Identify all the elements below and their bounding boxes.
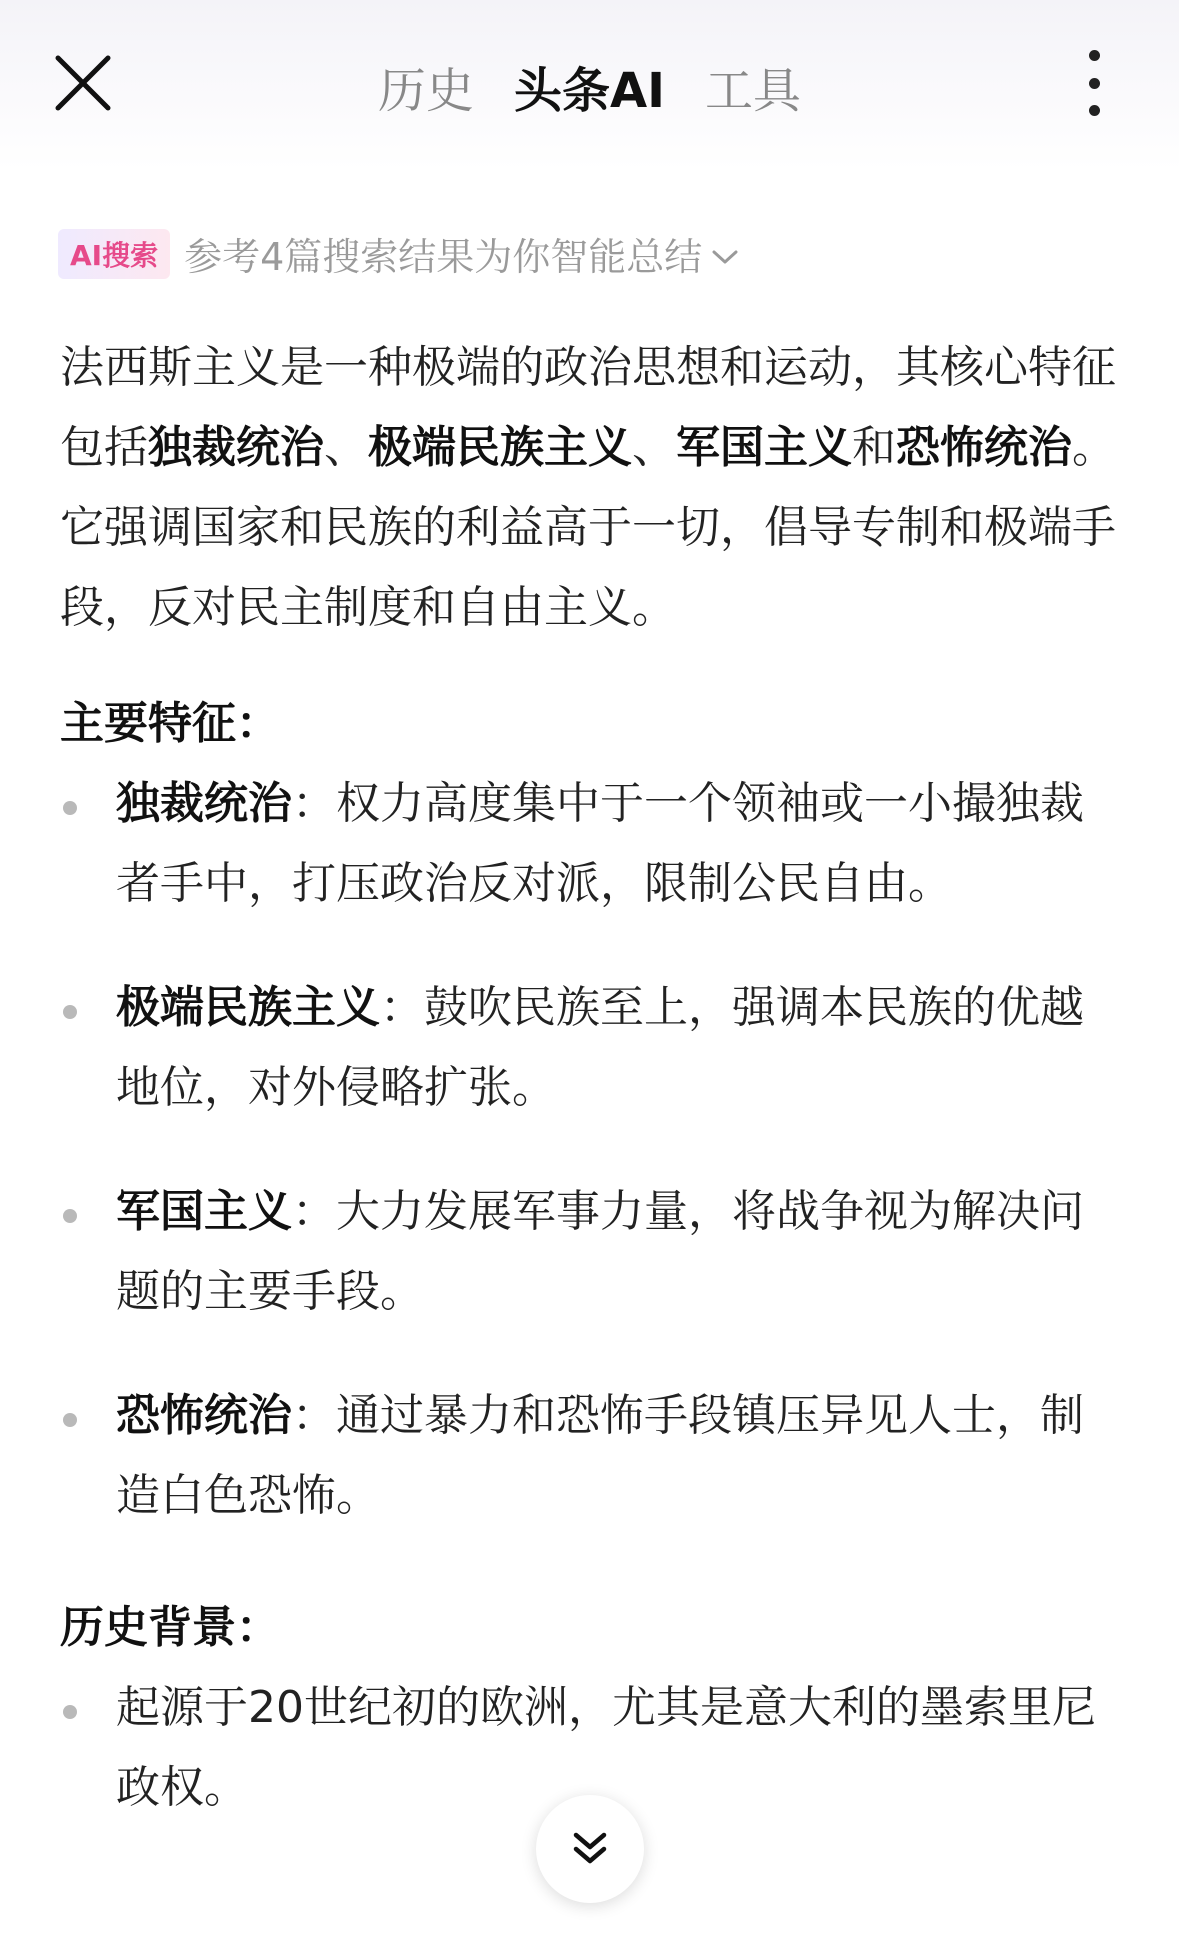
feature-description: ：权力高度集中于一个领袖或一小撮独裁者手中，打压政治反对派，限制公民自由。 <box>116 778 1084 909</box>
ai-search-summary-text: 参考4篇搜索结果为你智能总结 <box>184 235 703 279</box>
chevron-down-icon <box>710 247 740 267</box>
ai-search-badge: AI搜索 <box>58 229 170 279</box>
more-options-button[interactable] <box>1070 50 1118 116</box>
intro-term-terror: 恐怖统治 <box>896 422 1072 473</box>
intro-term-militarism: 军国主义 <box>676 422 852 473</box>
more-dot <box>1089 105 1100 116</box>
list-item <box>60 968 1120 1128</box>
more-vertical-icon <box>1089 50 1100 61</box>
bullet-dot <box>63 1005 77 1019</box>
feature-description: ：大力发展军事力量，将战争视为解决问题的主要手段。 <box>116 1186 1084 1317</box>
intro-separator: 、 <box>632 422 676 473</box>
feature-description: ：通过暴力和恐怖手段镇压异见人士，制造白色恐怖。 <box>116 1390 1084 1521</box>
more-dot <box>1089 78 1100 89</box>
intro-text: 法西斯主义是一种极端的政治思想和运动，其核心特征包括 <box>60 342 1116 473</box>
scroll-down-button[interactable] <box>536 1795 644 1903</box>
intro-separator: 、 <box>324 422 368 473</box>
list-item <box>60 1172 1120 1332</box>
intro-conjunction: 和 <box>852 422 896 473</box>
intro-term-nationalism: 极端民族主义 <box>368 422 632 473</box>
answer-content <box>60 328 1120 1828</box>
bullet-dot <box>63 1705 77 1719</box>
history-heading: 历史背景： <box>60 1602 280 1653</box>
feature-term: 极端民族主义 <box>116 982 380 1033</box>
bullet-dot <box>63 801 77 815</box>
features-heading: 主要特征： <box>60 698 280 749</box>
tab-tools[interactable]: 工具 <box>705 63 802 119</box>
intro-paragraph <box>60 328 1120 648</box>
bullet-dot <box>63 1413 77 1427</box>
feature-term: 恐怖统治 <box>116 1390 292 1441</box>
tab-history[interactable]: 历史 <box>377 63 474 119</box>
list-item <box>60 1376 1120 1536</box>
intro-term-dictatorship: 独裁统治 <box>148 422 324 473</box>
features-list <box>60 764 1120 1536</box>
header-tabs <box>0 48 1179 125</box>
feature-term: 独裁统治 <box>116 778 292 829</box>
history-text: 起源于20世纪初的欧洲，尤其是意大利的墨索里尼政权。 <box>116 1682 1096 1813</box>
list-item <box>60 764 1120 924</box>
feature-term: 军国主义 <box>116 1186 292 1237</box>
tab-toutiao-ai[interactable]: 头条AI <box>513 63 665 119</box>
bullet-dot <box>63 1209 77 1223</box>
double-chevron-down-icon <box>568 1827 612 1871</box>
ai-search-summary[interactable] <box>58 226 740 281</box>
top-bar <box>0 0 1179 170</box>
intro-text-rest: 。它强调国家和民族的利益高于一切，倡导专制和极端手段，反对民主制度和自由主义。 <box>60 422 1116 633</box>
feature-description: ：鼓吹民族至上，强调本民族的优越地位，对外侵略扩张。 <box>116 982 1084 1113</box>
